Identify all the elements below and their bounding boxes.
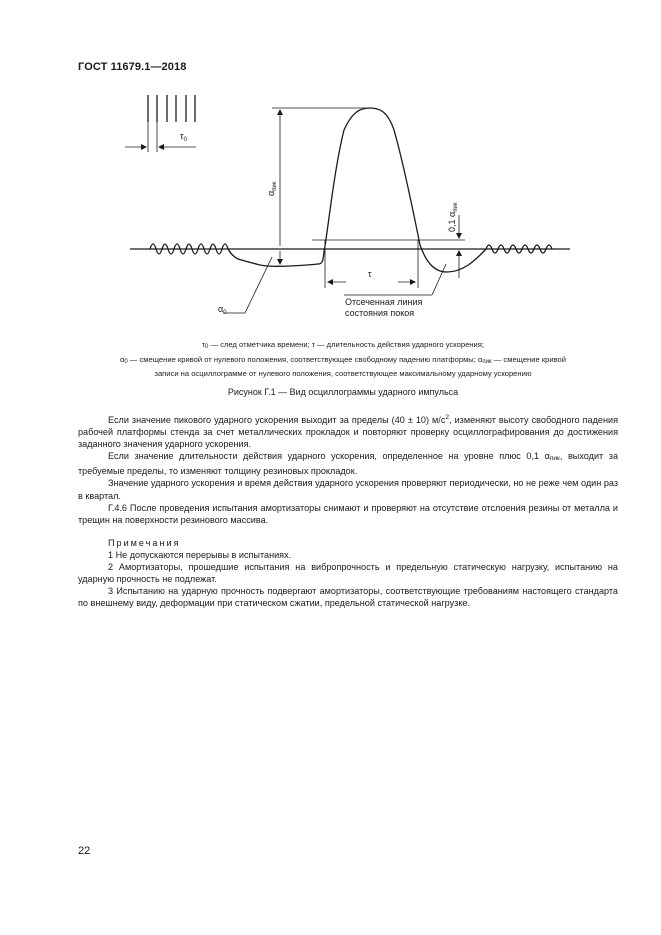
- note-3: 3 Испытанию на ударную прочность подвергают амортизаторы, соответствующие требованиям настоящего стандарта по внешнему виду, деформации при статическом сжатии, предельной статической нагрузке.: [78, 586, 618, 609]
- tau-label: τ: [368, 269, 372, 279]
- figure-caption: Рисунок Г.1 — Вид осциллограммы ударного импульса: [227, 387, 459, 397]
- legend-line-1: τ0 — след отметчика времени; τ — длительность действия ударного ускорения;: [202, 340, 484, 350]
- document-code: ГОСТ 11679.1—2018: [78, 61, 187, 73]
- cutoff-leader: [344, 264, 446, 295]
- body-text: [78, 412, 618, 609]
- tenth-peak-label: 0,1 $\alpha_{пик}$: [447, 202, 459, 232]
- paragraph-duration: Если значение длительности действия ударного ускорения, определенное на уровне плюс 0,1 αпик, выходит за требуемые пределы, то изменяют толщину резиновых прокладок.: [78, 451, 618, 477]
- paragraph-periodic-check: Значение ударного ускорения и время действия ударного ускорения проверяют периодически, но не реже чем один раз в квартал.: [78, 478, 618, 501]
- notes-title: Примечания: [108, 537, 181, 548]
- note-2: 2 Амортизаторы, прошедшие испытания на вибропрочность и предельную статическую нагрузку, испытанию на ударную прочность не подлежат.: [78, 562, 618, 585]
- tau-dimension: [325, 240, 418, 288]
- legend-line-2: α0 — смещение кривой от нулевого положения, соответствующее свободному падению платформы; αпик — смещение кривой: [119, 354, 567, 365]
- oscillogram-figure: [0, 0, 661, 380]
- legend-line-3: записи на осциллограмме от нулевого положения, соответствующее максимальному ударному ускорению: [154, 369, 532, 378]
- figure-legend: [78, 339, 608, 380]
- paragraph-g46: Г.4.6 После проведения испытания амортизаторы снимают и проверяют на отсутствие отслоения резины от металла и трещин на поверхности резинового массива.: [78, 502, 618, 525]
- tau0-label: $\tau_0$: [180, 131, 187, 143]
- note-1: 1 Не допускаются перерывы в испытаниях.: [108, 549, 292, 560]
- alpha-peak-dimension: [272, 108, 372, 264]
- paragraph-peak-acceleration: Если значение пикового ударного ускорения выходит за пределы (40 ± 10) $м/с^2$, изменяют высоту свободного падения рабочей платформы стенда за счет металлических прокладок и повторяют проверку осциллографирования до достижения заданного значения ударного ускорения.: [78, 414, 618, 450]
- page-number: 22: [78, 845, 91, 857]
- time-marker-ticks: [148, 95, 195, 122]
- alpha-peak-label: $\alpha_{пик}$: [266, 181, 278, 196]
- alpha0-label: $\alpha_0$: [218, 304, 227, 316]
- cutoff-label-line1: Отсеченная линия: [345, 297, 423, 307]
- cutoff-label-line2: состояния покоя: [345, 308, 415, 318]
- impulse-curve: [150, 108, 552, 272]
